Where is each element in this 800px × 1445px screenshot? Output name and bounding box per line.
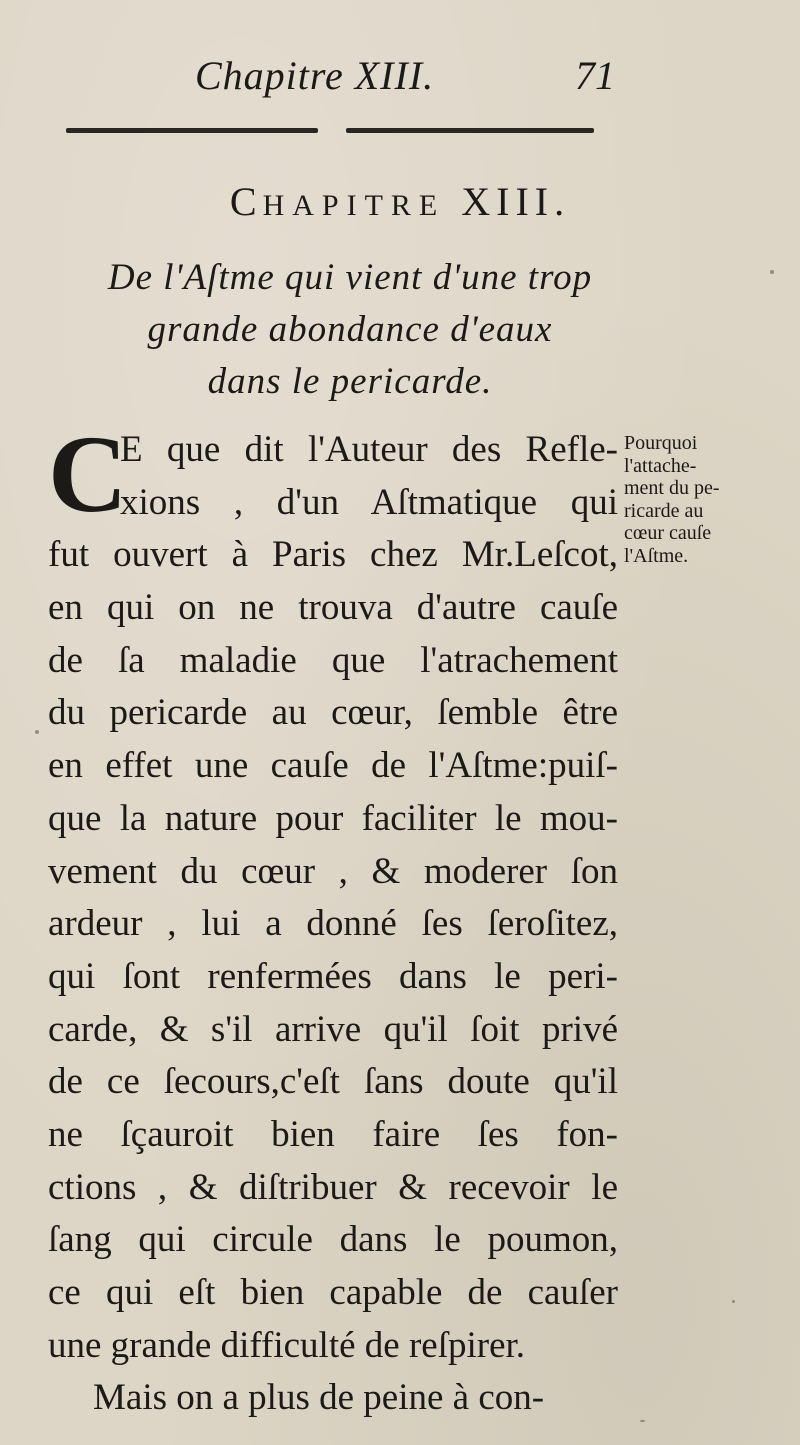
subtitle-line: dans le pericarde. <box>207 361 493 402</box>
text-line: xions , d'un Aſtmatique qui <box>120 481 618 523</box>
text-line: en qui on ne trouva d'autre cauſe <box>48 587 618 629</box>
text-line: ardeur , lui a donné ſes ſeroſitez, <box>48 903 618 945</box>
margin-note-line: ment du pe- <box>624 477 720 499</box>
text-line: qui ſont renfermées dans le peri- <box>48 955 618 997</box>
text-line: carde, & s'il arrive qu'il ſoit privé <box>48 1008 618 1050</box>
margin-note-line: ricarde au <box>624 499 704 522</box>
text-line: Mais on a plus de peine à con- <box>93 1377 545 1419</box>
text-line: ſang qui circule dans le poumon, <box>48 1219 618 1261</box>
paper-speck <box>640 1420 645 1422</box>
paper-speck <box>35 730 39 734</box>
text-line: de ce ſecours,c'eſt ſans doute qu'il <box>48 1061 618 1103</box>
chapter-heading-smallcaps: HAPITRE <box>262 189 446 222</box>
text-line: de ſa maladie que l'atrachement <box>48 639 618 681</box>
margin-note-line: cœur cauſe <box>624 522 712 544</box>
margin-note <box>624 432 774 567</box>
page-number: 71 <box>575 53 615 98</box>
chapter-subtitle <box>60 252 640 408</box>
chapter-heading-initial: C <box>229 179 263 224</box>
text-line: du pericarde au cœur, ſemble être <box>48 692 618 734</box>
header-rule-right <box>346 128 594 133</box>
text-line: en effet une cauſe de l'Aſtme:puiſ- <box>48 745 618 787</box>
header-rule-left <box>66 128 318 133</box>
text-line: une grande difficulté de reſpirer. <box>48 1324 526 1366</box>
subtitle-line: grande abondance d'eaux <box>147 309 553 350</box>
text-line: fut ouvert à Paris chez Mr.Leſcot, <box>48 534 618 576</box>
chapter-heading-numeral: XIII. <box>461 179 571 224</box>
text-line: E que dit l'Auteur des Refle- <box>120 429 618 470</box>
paper-speck <box>770 270 774 274</box>
margin-note-line: Pourquoi <box>624 432 698 454</box>
margin-note-line: l'attache- <box>624 454 697 477</box>
running-head-title: Chapitre XIII. <box>195 53 435 98</box>
drop-cap: C <box>48 413 128 535</box>
running-head <box>0 52 800 102</box>
chapter-heading <box>0 178 800 225</box>
body-text <box>48 413 618 1425</box>
text-line: ce qui eſt bien capable de cauſer <box>48 1272 618 1313</box>
paper-speck <box>732 1300 735 1303</box>
text-line: ctions , & diſtribuer & recevoir le <box>48 1166 618 1208</box>
text-line: vement du cœur , & moderer ſon <box>48 850 618 892</box>
margin-note-line: l'Aſtme. <box>624 544 689 567</box>
subtitle-line: De l'Aſtme qui vient d'une trop <box>107 257 593 298</box>
text-line: ne ſçauroit bien faire ſes fon- <box>48 1113 618 1155</box>
text-line: que la nature pour faciliter le mou- <box>48 797 618 839</box>
